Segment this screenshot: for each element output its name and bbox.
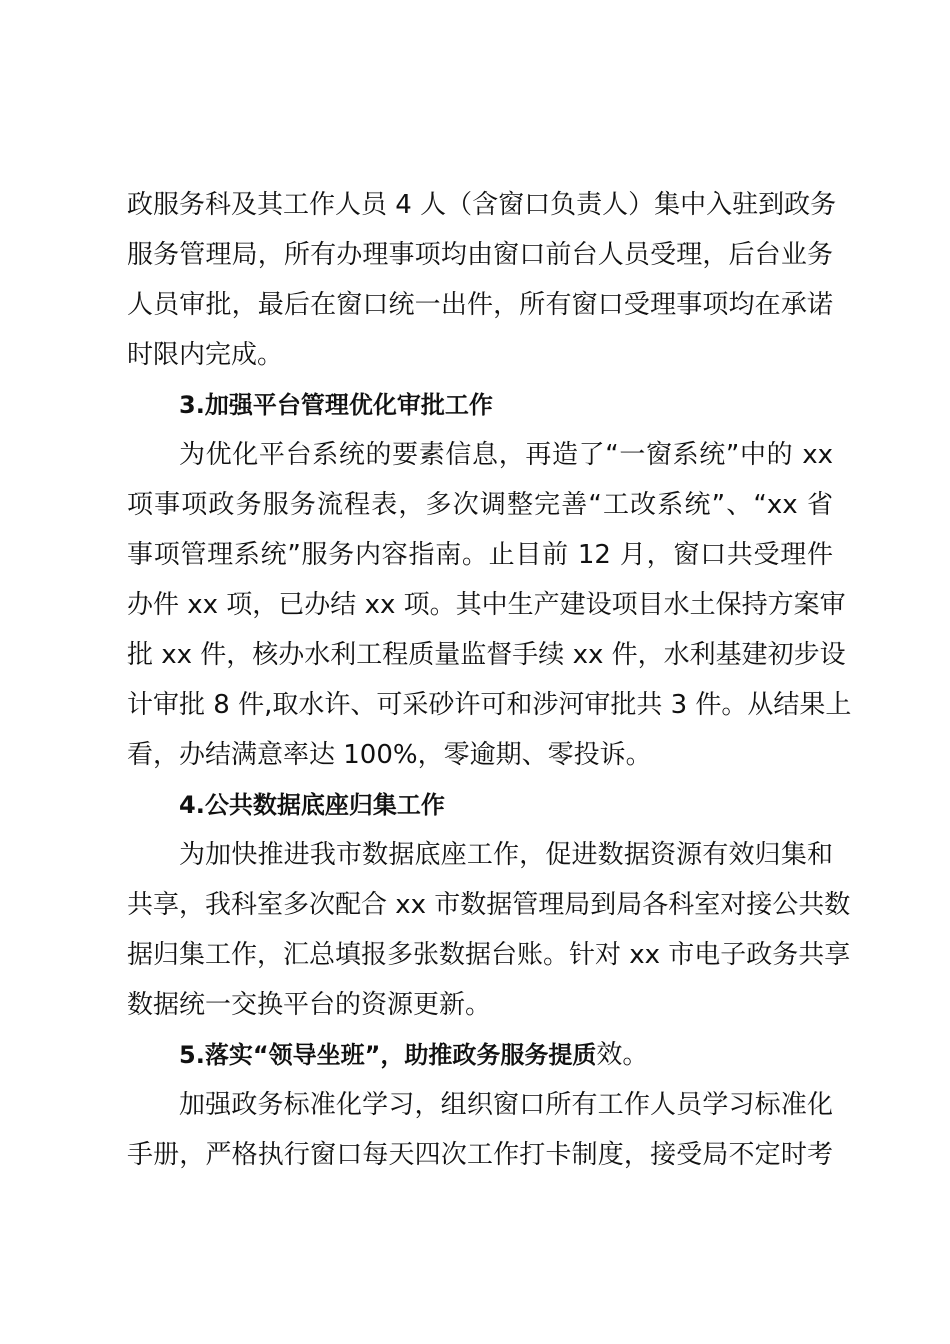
paragraph-line: 数据统一交换平台的资源更新。 bbox=[127, 990, 492, 1020]
paragraph-line: 服务管理局，所有办理事项均由窗口前台人员受理，后台业务 bbox=[127, 240, 833, 270]
paragraph-line: 为加快推进我市数据底座工作，促进数据资源有效归集和 bbox=[179, 840, 833, 870]
paragraph-line: 批 xx 件，核办水利工程质量监督手续 xx 件，水利基建初步设 bbox=[127, 640, 846, 670]
paragraph-line: 据归集工作，汇总填报多张数据台账。针对 xx 市电子政务共享 bbox=[127, 940, 851, 970]
paragraph-line: 加强政务标准化学习，组织窗口所有工作人员学习标准化 bbox=[179, 1090, 833, 1120]
heading-normal-text: 效。 bbox=[596, 1040, 649, 1070]
paragraph-line: 项事项政务服务流程表，多次调整完善“工改系统”、“xx 省 bbox=[127, 490, 833, 520]
paragraph-line: 计审批 8 件,取水许、可采砂许可和涉河审批共 3 件。从结果上 bbox=[127, 690, 852, 720]
paragraph-line: 办件 xx 项，已办结 xx 项。其中生产建设项目水土保持方案审 bbox=[127, 590, 846, 620]
paragraph-line: 时限内完成。 bbox=[127, 340, 284, 370]
heading-bold-text: 5.落实“领导坐班”，助推政务服务提质 bbox=[179, 1041, 597, 1069]
paragraph-line: 手册，严格执行窗口每天四次工作打卡制度，接受局不定时考 bbox=[127, 1140, 833, 1170]
paragraph-line: 政服务科及其工作人员 4 人（含窗口负责人）集中入驻到政务 bbox=[127, 190, 837, 220]
paragraph-line: 为优化平台系统的要素信息，再造了“一窗系统”中的 xx bbox=[179, 440, 833, 470]
section-heading bbox=[179, 1040, 648, 1070]
paragraph-line: 人员审批，最后在窗口统一出件，所有窗口受理事项均在承诺 bbox=[127, 290, 833, 320]
paragraph-line: 看，办结满意率达 100%，零逾期、零投诉。 bbox=[127, 740, 652, 770]
section-heading: 3.加强平台管理优化审批工作 bbox=[179, 391, 493, 419]
paragraph-line: 事项管理系统”服务内容指南。止目前 12 月，窗口共受理件 bbox=[127, 540, 833, 570]
paragraph-line: 共享，我科室多次配合 xx 市数据管理局到局各科室对接公共数 bbox=[127, 890, 851, 920]
section-heading: 4.公共数据底座归集工作 bbox=[179, 791, 445, 819]
